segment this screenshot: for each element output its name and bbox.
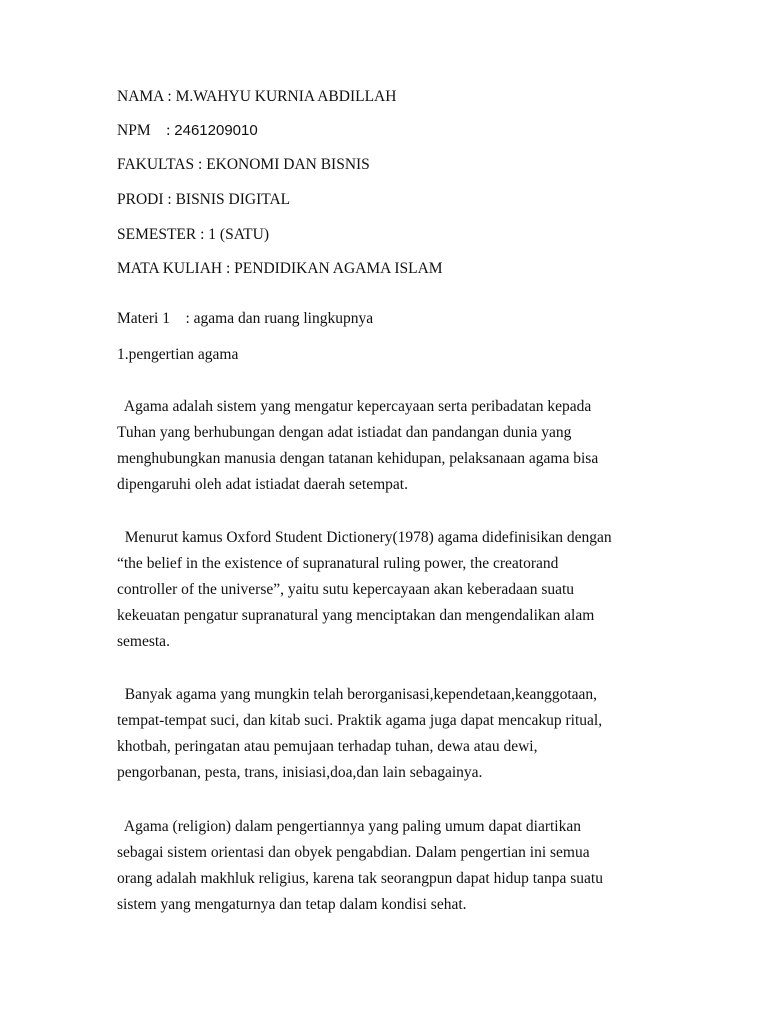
paragraph-line: pengorbanan, pesta, trans, inisiasi,doa,dan lain sebagainya. xyxy=(117,764,483,781)
study-program: PRODI : BISNIS DIGITAL xyxy=(117,191,291,208)
course-name: MATA KULIAH : PENDIDIKAN AGAMA ISLAM xyxy=(117,260,443,277)
paragraph-line: orang adalah makhluk religius, karena tak seorangpun dapat hidup tanpa suatu xyxy=(117,870,603,887)
paragraph-line: kekeuatan pengatur supranatural yang menciptakan dan mengendalikan alam xyxy=(117,607,595,624)
student-npm xyxy=(117,121,258,141)
section-heading: 1.pengertian agama xyxy=(117,346,239,363)
semester: SEMESTER : 1 (SATU) xyxy=(117,226,269,243)
paragraph-definition xyxy=(117,394,657,498)
paragraph-line: sistem yang mengaturnya dan tetap dalam kondisi sehat. xyxy=(117,896,467,913)
npm-value: 2461209010 xyxy=(174,122,258,139)
faculty: FAKULTAS : EKONOMI DAN BISNIS xyxy=(117,156,370,173)
paragraph-line: Agama (religion) dalam pengertiannya yang paling umum dapat diartikan xyxy=(117,818,581,835)
paragraph-line: menghubungkan manusia dengan tatanan kehidupan, pelaksanaan agama bisa xyxy=(117,450,599,467)
student-name: NAMA : M.WAHYU KURNIA ABDILLAH xyxy=(117,88,397,105)
paragraph-line: semesta. xyxy=(117,633,170,650)
paragraph-line: Banyak agama yang mungkin telah berorganisasi,kependetaan,keanggotaan, xyxy=(117,686,598,703)
paragraph-line: khotbah, peringatan atau pemujaan terhadap tuhan, dewa atau dewi, xyxy=(117,738,538,755)
paragraph-line: tempat-tempat suci, dan kitab suci. Praktik agama juga dapat mencakup ritual, xyxy=(117,712,603,729)
paragraph-oxford xyxy=(117,525,657,655)
paragraph-religion xyxy=(117,814,657,918)
paragraph-line: Tuhan yang berhubungan dengan adat istiadat dan pandangan dunia yang xyxy=(117,424,572,441)
paragraph-line: sebagai sistem orientasi dan obyek pengabdian. Dalam pengertian ini semua xyxy=(117,844,590,861)
paragraph-practices xyxy=(117,682,657,786)
npm-label: NPM : xyxy=(117,122,175,139)
paragraph-line: Agama adalah sistem yang mengatur kepercayaan serta peribadatan kepada xyxy=(117,398,592,415)
paragraph-line: controller of the universe”, yaitu sutu kepercayaan akan keberadaan suatu xyxy=(117,581,575,598)
paragraph-line: “the belief in the existence of supranatural ruling power, the creatorand xyxy=(117,555,559,572)
paragraph-line: dipengaruhi oleh adat istiadat daerah setempat. xyxy=(117,476,408,493)
paragraph-line: Menurut kamus Oxford Student Dictionery(1978) agama didefinisikan dengan xyxy=(117,529,612,546)
materi-title: Materi 1 : agama dan ruang lingkupnya xyxy=(117,310,374,327)
